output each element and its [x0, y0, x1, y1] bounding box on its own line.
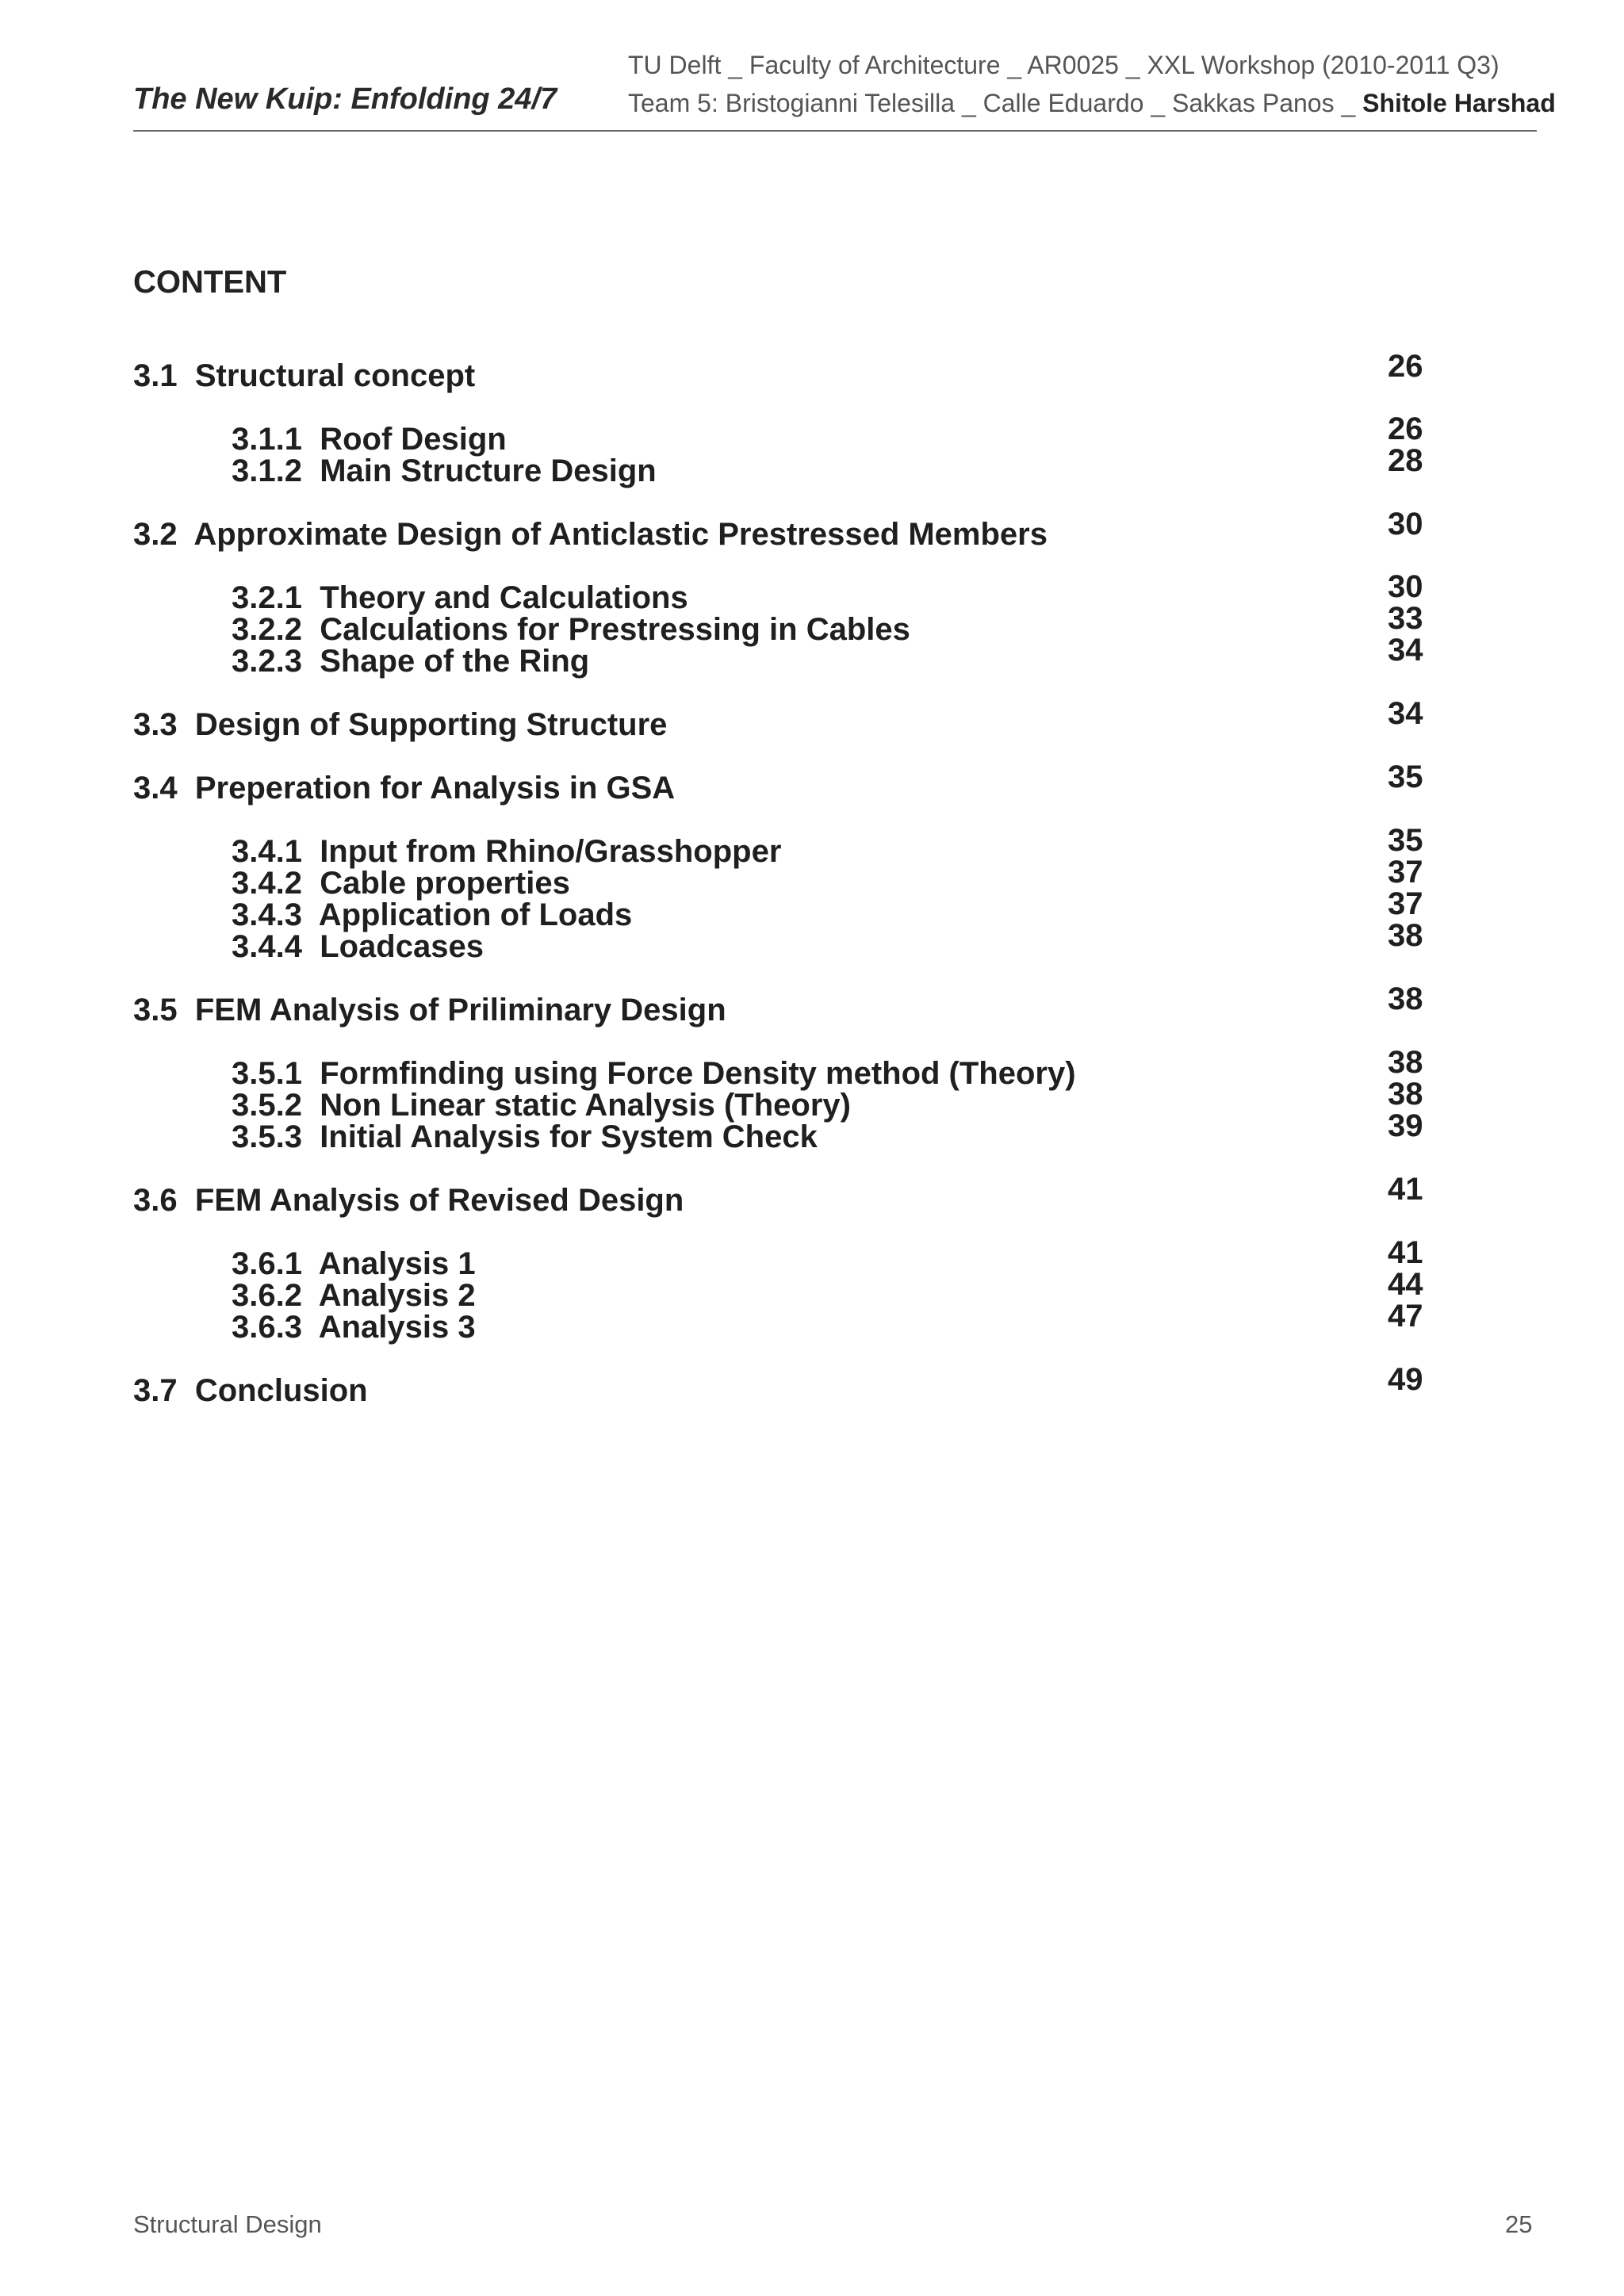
toc-page-3-2-2: 33 [1388, 601, 1423, 636]
toc-page-3-1-1: 26 [1388, 411, 1423, 446]
toc-page-3-6: 41 [1388, 1172, 1423, 1207]
toc-entry-3-5-2: 3.5.2 Non Linear static Analysis (Theory) [232, 1088, 851, 1123]
toc-entry-3-1-1: 3.1.1 Roof Design [232, 422, 507, 457]
toc-page-3-2-1: 30 [1388, 569, 1423, 604]
toc-entry-3-6-3: 3.6.3 Analysis 3 [232, 1310, 476, 1345]
toc-page-3-4-2: 37 [1388, 855, 1423, 890]
toc-page-3-1: 26 [1388, 349, 1423, 384]
document-title: The New Kuip: Enfolding 24/7 [133, 82, 557, 116]
toc-entry-3-6-1: 3.6.1 Analysis 1 [232, 1246, 476, 1281]
toc-page-3-6-1: 41 [1388, 1235, 1423, 1270]
toc-entry-3-2-1: 3.2.1 Theory and Calculations [232, 580, 688, 615]
team-member-highlighted: Shitole Harshad [1362, 89, 1556, 117]
team-members: Team 5: Bristogianni Telesilla _ Calle Eduardo _ Sakkas Panos _ [628, 89, 1363, 117]
toc-page-3-3: 34 [1388, 696, 1423, 731]
toc-entry-3-4-2: 3.4.2 Cable properties [232, 866, 570, 901]
toc-page-3-7: 49 [1388, 1362, 1423, 1397]
toc-entry-3-5-1: 3.5.1 Formfinding using Force Density method (Theory) [232, 1056, 1076, 1091]
toc-page-3-6-2: 44 [1388, 1267, 1423, 1302]
toc-page-3-5-2: 38 [1388, 1077, 1423, 1112]
toc-entry-3-2-3: 3.2.3 Shape of the Ring [232, 644, 590, 679]
toc-entry-3-4: 3.4 Preperation for Analysis in GSA [133, 771, 676, 806]
toc-entry-3-3: 3.3 Design of Supporting Structure [133, 707, 668, 742]
toc-page-3-4-1: 35 [1388, 823, 1423, 858]
toc-entry-3-6-2: 3.6.2 Analysis 2 [232, 1278, 476, 1313]
footer-page-number: 25 [1505, 2210, 1533, 2238]
toc-page-3-5-1: 38 [1388, 1045, 1423, 1080]
footer-section-name: Structural Design [133, 2210, 322, 2238]
toc-entry-3-4-3: 3.4.3 Application of Loads [232, 897, 633, 932]
toc-page-3-1-2: 28 [1388, 443, 1423, 478]
toc-entry-3-4-4: 3.4.4 Loadcases [232, 929, 484, 964]
toc-entry-3-2: 3.2 Approximate Design of Anticlastic Prestressed Members [133, 517, 1048, 552]
toc-entry-3-7: 3.7 Conclusion [133, 1373, 368, 1408]
toc-entry-3-5-3: 3.5.3 Initial Analysis for System Check [232, 1119, 818, 1154]
toc-page-3-2: 30 [1388, 507, 1423, 541]
toc-page-3-6-3: 47 [1388, 1299, 1423, 1334]
toc-entry-3-5: 3.5 FEM Analysis of Priliminary Design [133, 993, 726, 1027]
toc-entry-3-1-2: 3.1.2 Main Structure Design [232, 453, 657, 488]
toc-page-3-5-3: 39 [1388, 1108, 1423, 1143]
course-info: TU Delft _ Faculty of Architecture _ AR0025 _ XXL Workshop (2010-2011 Q3) [628, 51, 1500, 79]
toc-page-3-4: 35 [1388, 760, 1423, 794]
toc-page-3-2-3: 34 [1388, 633, 1423, 668]
team-info [628, 89, 1556, 118]
header-divider [133, 130, 1537, 132]
toc-page-3-4-3: 37 [1388, 886, 1423, 921]
toc-entry-3-2-2: 3.2.2 Calculations for Prestressing in Cables [232, 612, 910, 647]
toc-page-3-5: 38 [1388, 982, 1423, 1016]
toc-heading: CONTENT [133, 265, 287, 300]
toc-entry-3-4-1: 3.4.1 Input from Rhino/Grasshopper [232, 834, 782, 869]
toc-page-3-4-4: 38 [1388, 918, 1423, 953]
toc-entry-3-6: 3.6 FEM Analysis of Revised Design [133, 1183, 684, 1218]
toc-entry-3-1: 3.1 Structural concept [133, 358, 476, 393]
